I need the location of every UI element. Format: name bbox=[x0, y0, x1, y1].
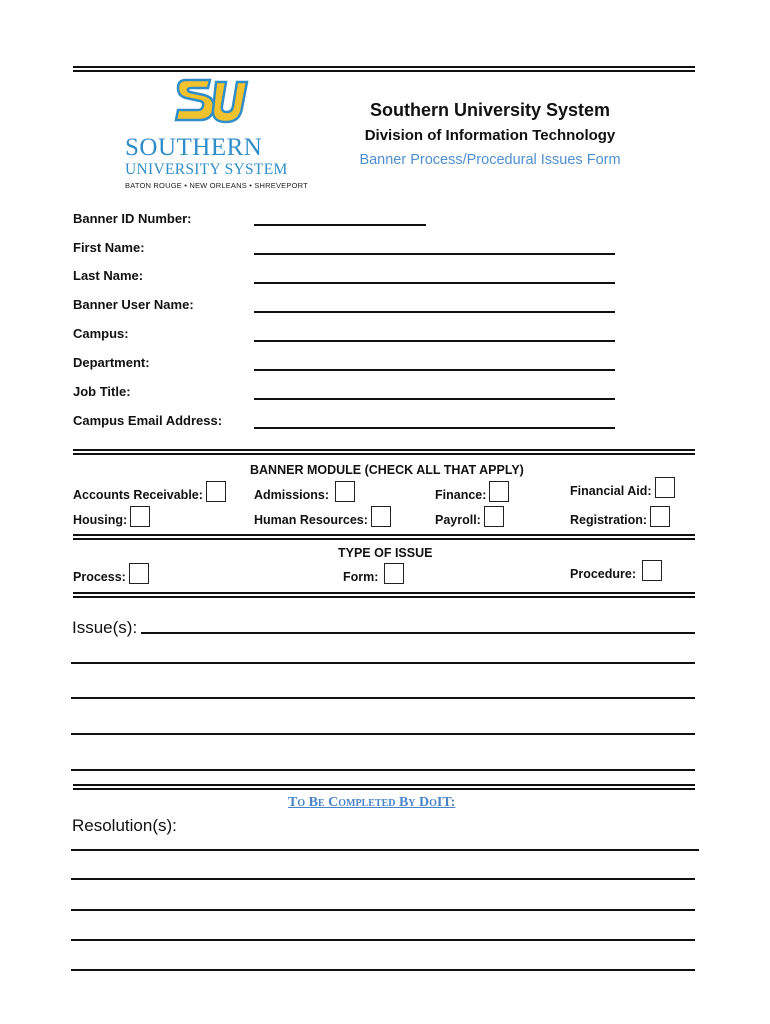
banner-module-heading: BANNER MODULE (CHECK ALL THAT APPLY) bbox=[250, 463, 524, 477]
doit-double-rule bbox=[73, 784, 695, 792]
admissions-label: Admissions: bbox=[254, 488, 330, 502]
checkbox-box[interactable] bbox=[642, 560, 662, 581]
human-resources-label: Human Resources: bbox=[254, 513, 368, 527]
form-checkbox[interactable] bbox=[343, 563, 404, 584]
banner-id-label: Banner ID Number: bbox=[73, 211, 192, 226]
logo-name-line1: SOUTHERN bbox=[125, 134, 263, 161]
checkbox-box[interactable] bbox=[384, 563, 404, 584]
admissions-checkbox[interactable] bbox=[254, 481, 355, 502]
resolution-line[interactable] bbox=[71, 909, 695, 911]
campus-email-label: Campus Email Address: bbox=[73, 413, 223, 428]
checkbox-box[interactable] bbox=[484, 506, 504, 527]
banner-user-name-field[interactable] bbox=[254, 311, 615, 313]
job-title-label: Job Title: bbox=[73, 384, 131, 399]
procedure-checkbox[interactable] bbox=[570, 560, 662, 581]
first-name-label: First Name: bbox=[73, 240, 145, 255]
southern-university-logo bbox=[120, 74, 310, 194]
logo-locations: BATON ROUGE • NEW ORLEANS • SHREVEPORT bbox=[125, 181, 308, 190]
resolution-line[interactable] bbox=[71, 878, 695, 880]
issues-line[interactable] bbox=[71, 733, 695, 735]
resolution-line[interactable] bbox=[71, 969, 695, 971]
top-double-rule bbox=[73, 66, 695, 74]
section-double-rule bbox=[73, 449, 695, 457]
checkbox-box[interactable] bbox=[655, 477, 675, 498]
checkbox-box[interactable] bbox=[206, 481, 226, 502]
checkbox-box[interactable] bbox=[371, 506, 391, 527]
issues-line[interactable] bbox=[71, 662, 695, 664]
form-title: Banner Process/Procedural Issues Form bbox=[359, 152, 621, 168]
issues-line[interactable] bbox=[71, 697, 695, 699]
checkbox-box[interactable] bbox=[489, 481, 509, 502]
registration-checkbox[interactable] bbox=[570, 506, 670, 527]
checkbox-box[interactable] bbox=[335, 481, 355, 502]
logo-name-line2: UNIVERSITY SYSTEM bbox=[125, 161, 288, 178]
issues-line[interactable] bbox=[141, 632, 695, 634]
payroll-checkbox[interactable] bbox=[435, 506, 504, 527]
checkbox-box[interactable] bbox=[130, 506, 150, 527]
resolution-line[interactable] bbox=[71, 939, 695, 941]
form-label: Form: bbox=[343, 570, 379, 584]
last-name-field[interactable] bbox=[254, 282, 615, 284]
campus-label: Campus: bbox=[73, 326, 129, 341]
type-of-issue-heading: TYPE OF ISSUE bbox=[338, 546, 433, 560]
department-label: Department: bbox=[73, 355, 150, 370]
human-resources-checkbox[interactable] bbox=[254, 506, 391, 527]
division-title: Division of Information Technology bbox=[364, 127, 616, 144]
doit-heading: To Be Completed By DoIT: bbox=[288, 795, 456, 810]
banner-id-field[interactable] bbox=[254, 224, 426, 226]
banner-user-name-label: Banner User Name: bbox=[73, 297, 194, 312]
checkbox-box[interactable] bbox=[650, 506, 670, 527]
resolution-line[interactable] bbox=[71, 849, 699, 851]
financial-aid-label: Financial Aid: bbox=[570, 484, 652, 498]
registration-label: Registration: bbox=[570, 513, 648, 527]
section-double-rule bbox=[73, 534, 695, 542]
su-monogram-icon bbox=[172, 74, 252, 132]
section-double-rule bbox=[73, 592, 695, 600]
issues-label: Issue(s): bbox=[72, 618, 138, 637]
last-name-label: Last Name: bbox=[73, 268, 144, 283]
accounts-receivable-checkbox[interactable] bbox=[73, 481, 226, 502]
first-name-field[interactable] bbox=[254, 253, 615, 255]
finance-label: Finance: bbox=[435, 488, 487, 502]
page-title: Southern University System bbox=[369, 100, 611, 120]
campus-field[interactable] bbox=[254, 340, 615, 342]
finance-checkbox[interactable] bbox=[435, 481, 509, 502]
department-field[interactable] bbox=[254, 369, 615, 371]
job-title-field[interactable] bbox=[254, 398, 615, 400]
issues-line[interactable] bbox=[71, 769, 695, 771]
housing-label: Housing: bbox=[73, 513, 128, 527]
process-label: Process: bbox=[73, 570, 126, 584]
accounts-receivable-label: Accounts Receivable: bbox=[73, 488, 203, 502]
process-checkbox[interactable] bbox=[73, 563, 149, 584]
campus-email-field[interactable] bbox=[254, 427, 615, 429]
checkbox-box[interactable] bbox=[129, 563, 149, 584]
financial-aid-checkbox[interactable] bbox=[570, 477, 675, 498]
resolution-label: Resolution(s): bbox=[72, 816, 177, 835]
procedure-label: Procedure: bbox=[570, 567, 636, 581]
housing-checkbox[interactable] bbox=[73, 506, 150, 527]
payroll-label: Payroll: bbox=[435, 513, 481, 527]
